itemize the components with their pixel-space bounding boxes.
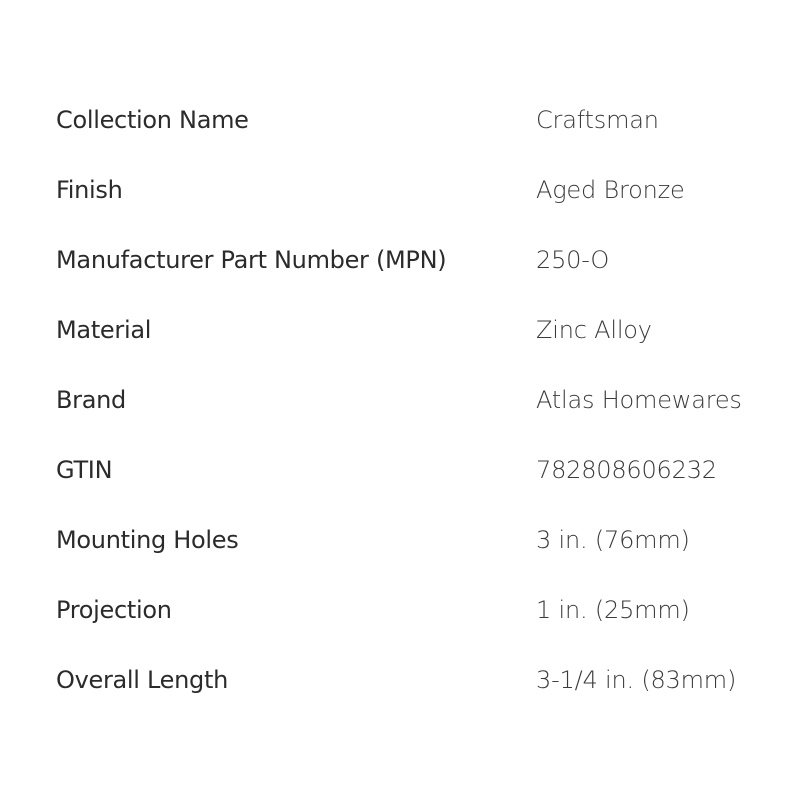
spec-row-finish — [0, 170, 800, 210]
spec-value: 782808606232 — [536, 456, 717, 484]
spec-value: 250-O — [536, 246, 610, 274]
spec-value: Atlas Homewares — [536, 386, 742, 414]
spec-label: Mounting Holes — [56, 526, 239, 554]
spec-value: 3 in. (76mm) — [536, 526, 690, 554]
spec-row-material — [0, 310, 800, 350]
spec-row-brand — [0, 380, 800, 420]
spec-value: Craftsman — [536, 106, 659, 134]
spec-label: GTIN — [56, 456, 113, 484]
spec-row-gtin — [0, 450, 800, 490]
spec-label: Manufacturer Part Number (MPN) — [56, 246, 447, 274]
spec-label: Collection Name — [56, 106, 249, 134]
spec-value: Aged Bronze — [536, 176, 685, 204]
spec-label: Overall Length — [56, 666, 228, 694]
spec-label: Projection — [56, 596, 172, 624]
spec-row-collection-name — [0, 100, 800, 140]
spec-row-mpn — [0, 240, 800, 280]
spec-row-overall-length — [0, 660, 800, 700]
spec-value: 3-1/4 in. (83mm) — [536, 666, 737, 694]
spec-row-mounting-holes — [0, 520, 800, 560]
spec-value: 1 in. (25mm) — [536, 596, 690, 624]
spec-value: Zinc Alloy — [536, 316, 652, 344]
spec-label: Brand — [56, 386, 126, 414]
spec-label: Material — [56, 316, 152, 344]
spec-label: Finish — [56, 176, 123, 204]
spec-row-projection — [0, 590, 800, 630]
